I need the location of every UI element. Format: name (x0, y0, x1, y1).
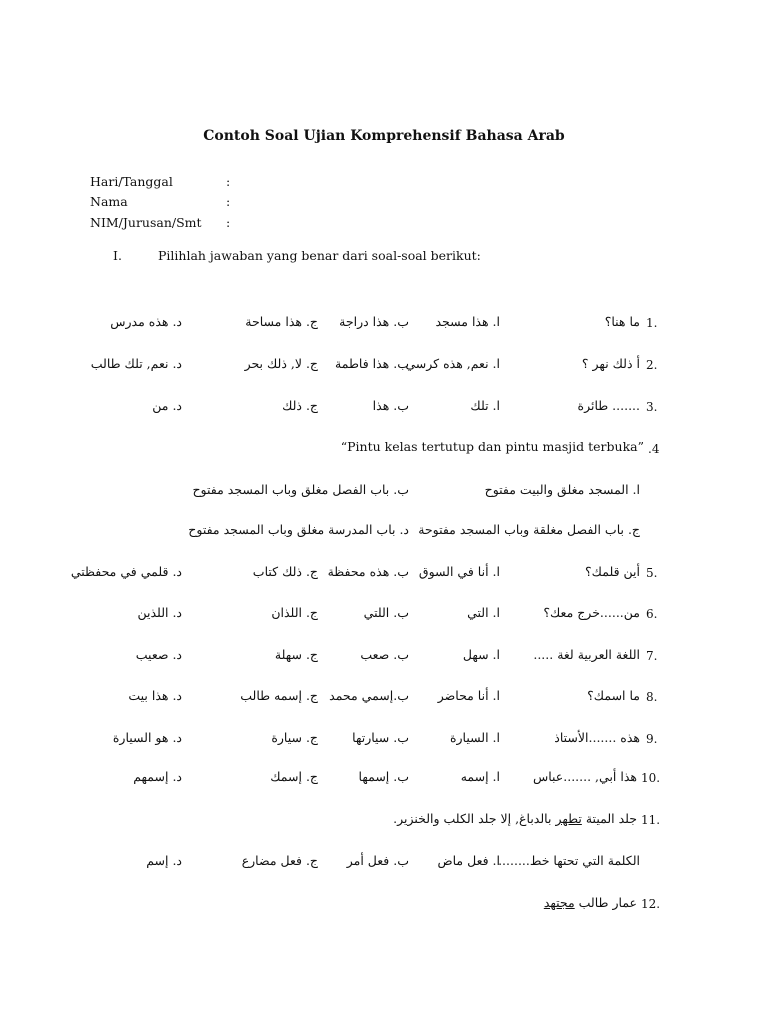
q7-option-a: ا. سهل (462, 647, 500, 662)
q3-option-b: ب. هذا (372, 398, 409, 413)
q5-text: أين قلمك؟ (585, 564, 640, 579)
q2-option-d: د. نعم, تلك طالب (90, 356, 182, 371)
q5-option-a: ا. أنا في السوق (418, 564, 500, 579)
q2-text: أ ذلك نهر ؟ (581, 356, 640, 371)
q12-text (544, 895, 637, 910)
q11-option-d: د. إسم (146, 853, 182, 868)
q11-text (393, 811, 637, 826)
q12-text-pre: عمار طالب (578, 895, 637, 910)
q11-text-underlined: تطهر (555, 811, 582, 826)
q7-option-c: ج. سهلة (274, 647, 318, 662)
q7-option-b: ب. صعب (360, 647, 409, 662)
q6-option-c: ج. اللذان (271, 605, 318, 620)
q6-number: 6. (646, 607, 658, 621)
q11-number: 11. (641, 813, 661, 827)
q3-text: ....... طائرة (577, 398, 640, 413)
field-nim-label: NIM/Jurusan/Smt (90, 215, 202, 230)
q6-text: من......خرج معك؟ (543, 605, 640, 620)
q9-option-b: ب. سيارتها (352, 730, 409, 745)
q2-option-b: ب. هذا فاطمة (335, 356, 409, 371)
q4-quote: “Pintu kelas tertutup dan pintu masjid terbuka” (340, 439, 644, 454)
q1-option-b: ب. هذا دراجة (339, 314, 409, 329)
q3-option-d: د. من (152, 398, 182, 413)
q2-option-a: ا. نعم, هذه كرسي (405, 356, 500, 371)
q10-option-c: ج. إسمك (270, 769, 318, 784)
q3-option-a: ا. تلك (470, 398, 500, 413)
q1-option-a: ا. هذا مسجد (435, 314, 500, 329)
field-date-colon: : (226, 174, 231, 189)
q8-option-c: ج. إسمه طالب (240, 688, 318, 703)
q11-option-c: ج. فعل مضارع (241, 853, 318, 868)
q11-text-pre: جلد الميتة (585, 811, 637, 826)
q8-option-d: د. هذا بيت (128, 688, 182, 703)
q1-option-c: ج. هذا مساحة (245, 314, 318, 329)
q6-option-d: د. اللذين (137, 605, 182, 620)
field-name-label: Nama (90, 194, 128, 209)
q8-option-a: ا. أنا محاضر (437, 688, 500, 703)
q11-option-b: ب. فعل أمر (346, 853, 409, 868)
q7-number: 7. (646, 649, 658, 663)
q12-text-underlined: مجتهد (543, 895, 575, 910)
q6-option-b: ب. اللتي (363, 605, 409, 620)
field-name-colon: : (226, 194, 231, 209)
q8-text: ما اسمك؟ (587, 688, 640, 703)
q11-prompt: الكلمة التي تحتها خط........ (498, 853, 640, 868)
q3-option-c: ج. ذلك (282, 398, 318, 413)
q4-option-b: ب. باب الفصل مغلق وباب المسجد مفتوح (192, 482, 409, 497)
q12-number: 12. (641, 897, 661, 911)
q1-option-d: د. هذه مدرس (110, 314, 182, 329)
q10-text: هذا أبي, .......عباس (532, 769, 637, 784)
q4-option-a: ا. المسجد مغلق والبيت مفتوح (484, 482, 640, 497)
q1-number: 1. (646, 316, 658, 330)
q9-option-a: ا. السيارة (449, 730, 500, 745)
q10-option-d: د. إسمهم (133, 769, 182, 784)
section-instruction: Pilihlah jawaban yang benar dari soal-soal berikut: (158, 248, 481, 263)
q7-option-d: د. صعيب (135, 647, 182, 662)
q9-text: هذه .......الأستاذ (554, 730, 640, 745)
q5-option-c: ج. ذلك كتاب (252, 564, 318, 579)
field-date-label: Hari/Tanggal (90, 174, 173, 189)
q8-number: 8. (646, 690, 658, 704)
q2-option-c: ج. لا, ذلك بحر (244, 356, 318, 371)
q10-option-b: ب. إسمها (358, 769, 409, 784)
q5-option-b: ب. هذه محفظة (327, 564, 409, 579)
q5-option-d: د. قلمي في محفظتي (70, 564, 182, 579)
q10-number: 10. (641, 771, 661, 785)
q11-option-a: ا. فعل ماض (437, 853, 500, 868)
q5-number: 5. (646, 566, 658, 580)
q4-option-c: ج. باب الفصل مغلقة وباب المسجد مفتوحة (418, 522, 640, 537)
section-number: I. (113, 248, 122, 263)
page-title: Contoh Soal Ujian Komprehensif Bahasa Arab (203, 128, 565, 144)
q9-number: 9. (646, 732, 658, 746)
q3-number: 3. (646, 400, 658, 414)
q4-number: .4 (648, 442, 660, 456)
q6-option-a: ا. التي (467, 605, 500, 620)
q1-text: ما هنا؟ (604, 314, 640, 329)
field-nim-colon: : (226, 215, 231, 230)
q10-option-a: ا. إسمه (460, 769, 500, 784)
q2-number: 2. (646, 358, 658, 372)
q9-option-d: د. هو السيارة (112, 730, 182, 745)
q7-text: اللغة العربية لغة ..... (533, 647, 640, 662)
q4-option-d: د. باب المدرسة مغلق وباب المسجد مفتوح (188, 522, 409, 537)
q11-text-post: بالدباغ, إلا جلد الكلب والخنزير. (393, 811, 552, 826)
q8-option-b: ب.إسمي محمد (329, 688, 409, 703)
q9-option-c: ج. سيارة (271, 730, 318, 745)
